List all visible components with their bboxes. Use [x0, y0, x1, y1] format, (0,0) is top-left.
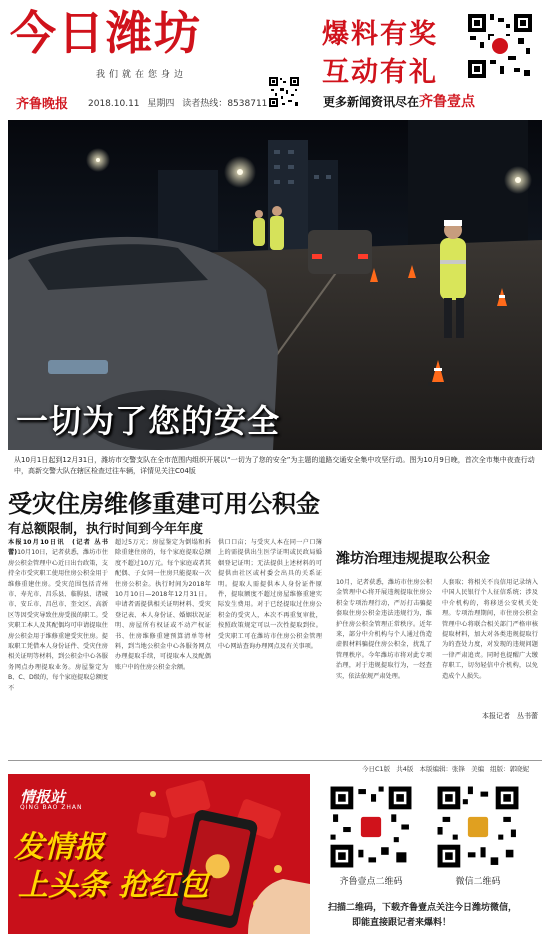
ad-headline-1: 发情报 — [14, 830, 104, 865]
masthead-qr-code[interactable] — [268, 76, 300, 108]
hotline-label: 读者热线： — [182, 99, 228, 109]
lead-photo — [8, 120, 542, 450]
article-body-1: 10月10日，记者获悉，潍坊市住房公积金管理中心近日出台政策，支持全市受灾职工使用住房公积金用于维修重建住房。受灾范围包括青州市、寿光市、昌乐县、临朐县、诸城市、安丘市、昌邑市、奎文区、高新区等因受灾导致住房受损的职工。受灾职工本人及其配偶均可申请提取住房公积金用于维修重建受灾住房。提取职工凭借本人身份证件、受灾住房相关证明等材料，到公积金中心各服务网点办理提取业务。房屋鉴定为B、C、D级的，每个家庭提取总额度不 — [8, 549, 108, 692]
hotline-number: 8538711 — [227, 99, 268, 109]
ad-footer-line-2: 即能直接跟记者来爆料！ — [352, 918, 452, 928]
page-count: 共4版 — [396, 765, 414, 773]
article-headline: 受灾住房维修重建可用公积金 — [8, 490, 320, 518]
paper-name: 齐鲁晚报 — [16, 97, 69, 112]
edition-info — [88, 96, 272, 109]
photo-title: 一切为了您的安全 — [16, 402, 281, 440]
qilu-qr-label: 齐鲁壹点二维码 — [339, 877, 403, 887]
page-designer: 美编 — [471, 765, 485, 773]
article-lead: 本报10月10日讯 (记者 丛书蕾) — [8, 539, 108, 557]
ad-brand: 情报站 — [20, 788, 66, 806]
masthead — [0, 0, 550, 118]
ad-brand-en: QING BAO ZHAN — [20, 804, 83, 811]
issue-weekday: 星期四 — [147, 99, 175, 109]
article-column-1 — [8, 538, 108, 758]
wechat-qr[interactable] — [433, 784, 523, 887]
page-proofreader: 组版：郭晓妮 — [490, 765, 530, 773]
side-article-column-1: 10月，记者获悉，潍坊市住房公积金管理中心将开展违规提取住房公积金专项治理行动，严厉打击骗提套取住房公积金违法违规行为，维护住房公积金管理正常秩序。近年来，部分中介机构与个人通过伪造虚假材料骗提住房公积金，扰乱了管理秩序。今年潍坊市将对此专项治理，对于违规提取行为，一经查实，依法依规严肃处理。 — [336, 579, 432, 680]
slogan: 我们就在您身边 — [96, 70, 188, 80]
article-column-2: 超过5万元；房屋鉴定为倒塌和拆除重建住房的，每个家庭提取总额度不超过10万元。每个家庭或者其配偶、子女同一住房只能提取一次住房公积金。执行时间为2018年10月10日—2018年12月31日。申请者需提供相关证明材料、受灾登记表、本人身份证、婚姻状况证明、房屋所有权证或不动产权证书、住房维修重建预算清单等材料，到当地公积金中心各服务网点办理提取手续，可提取本人及配偶账户中的住房公积金余额。 — [115, 539, 211, 671]
ad-headline-2: 上头条 抢红包 — [18, 868, 209, 903]
page-editor: 本版编辑：张锋 — [419, 765, 465, 773]
promo-brand: 齐鲁壹点 — [419, 94, 476, 110]
ad-banner[interactable] — [8, 774, 310, 934]
page-meta — [362, 764, 533, 773]
article-column-3: 供口口亩；与受灾人本在同一户口簿上的需提供出生医学证明或民政局婚姻登记证明；无法提供上述材料的可提供由社区或村委会出具的关系证明。提取人需提供本人身份证件原件，提取额度不超过房屋维修重建实际发生费用。对于已经提取过住房公积金的受灾人，本次不再重复审批，按照政策规定可以一次性提取到位。受灾职工可在潍坊市住房公积金管理中心网站查询办理网点及有关事项。 — [218, 539, 322, 651]
ad-footer-line-1: 扫描二维码，下载齐鲁壹点关注今日潍坊微信， — [328, 903, 518, 913]
promo-sub-text: 更多新闻资讯尽在 — [323, 95, 420, 109]
wechat-qr-label: 微信二维码 — [455, 877, 501, 887]
paper-title: 今日潍坊 — [10, 6, 202, 60]
promo-subline — [323, 91, 475, 111]
side-article-title: 潍坊治理违规提取公积金 — [336, 551, 490, 567]
article-subheadline: 有总额限制，执行时间到今年年度 — [8, 522, 204, 537]
section-divider — [8, 760, 542, 761]
issue-date: 2018.10.11 — [88, 99, 140, 109]
promo-qr-code[interactable] — [466, 12, 534, 80]
side-article-column-2: 人套取；将相关不良信用记录纳入中国人民银行个人征信系统；涉及中介机构的，将移送公安机关处理。专项治理期间，市住房公积金管理中心将联合相关部门严格审核提取材料，加大对各类违规提取行为的查处力度，对发现的违规问题一律严肃追责。同时也提醒广大缴存职工，切勿轻信中介机构，以免造成个人损失。 — [442, 579, 538, 680]
wechat-qr-code[interactable] — [435, 784, 521, 870]
side-article-reporter: 本报记者 丛书蕾 — [482, 712, 538, 720]
page-number: 今日C1版 — [362, 765, 391, 773]
qilu-app-qr[interactable] — [326, 784, 416, 887]
qilu-qr-code[interactable] — [328, 784, 414, 870]
promo-line-1: 爆料有奖 — [322, 19, 438, 50]
photo-caption: 从10月1日起到12月31日，潍坊市交警支队在全市范围内组织开展以“一切为了您的安全”为主题的道路交通安全集中攻坚行动。图为10月9日晚，首次全市集中夜查行动中，高新交警大队在辖区检查过往车辆，详情见关注C04版 — [14, 456, 535, 475]
promo-line-2: 互动有礼 — [322, 57, 438, 88]
